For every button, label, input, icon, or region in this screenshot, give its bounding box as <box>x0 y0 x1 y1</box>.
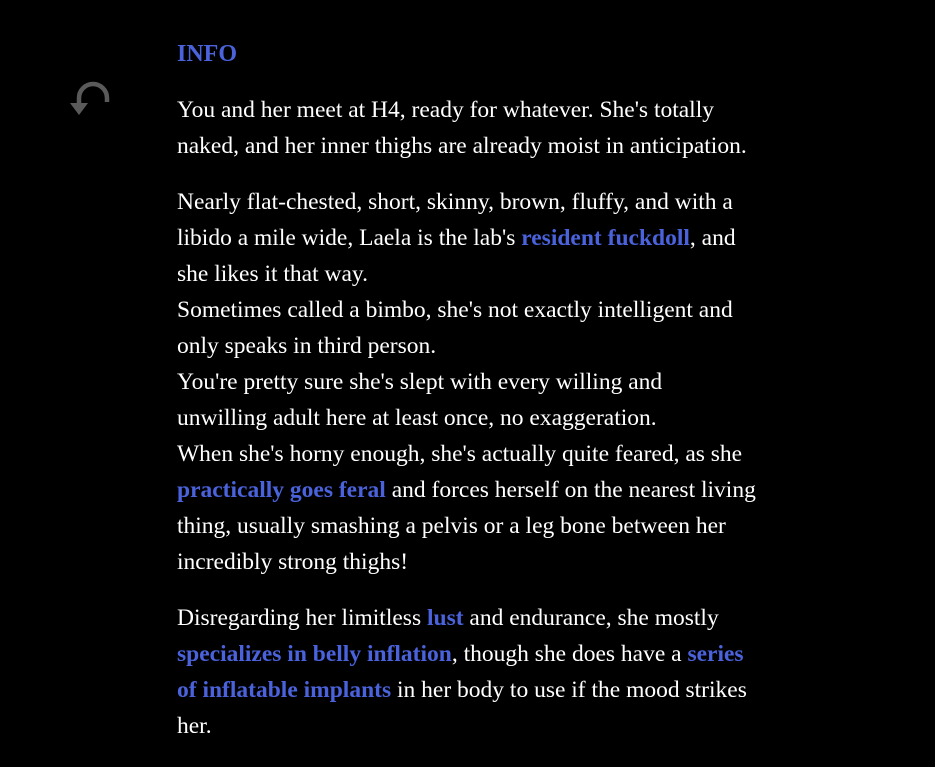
back-button[interactable] <box>68 76 118 120</box>
practically-goes-feral-link[interactable]: practically goes feral <box>177 477 386 503</box>
inflatable-implants-link[interactable]: series of inflatable implants <box>177 641 744 703</box>
info-heading: INFO <box>177 41 237 67</box>
specialty-text: and endurance, she mostly <box>463 605 719 631</box>
intro-paragraph: You and her meet at H4, ready for whatever. She's totally naked, and her inner thighs are already moist in anticipation. <box>177 97 747 159</box>
specialty-text: Disregarding her limitless <box>177 605 427 631</box>
description-text: , and she likes it that way. <box>177 225 736 287</box>
specialty-text: in her body to use if the mood strikes her. <box>177 677 747 739</box>
description-text: and forces herself on the nearest living thing, usually smashing a pelvis or a leg bone between her incredibly strong thighs! <box>177 477 756 575</box>
description-text: Nearly flat-chested, short, skinny, brown, fluffy, and with a libido a mile wide, Laela is the lab's <box>177 189 733 251</box>
description-paragraph <box>177 184 757 580</box>
description-text: Sometimes called a bimbo, she's not exactly intelligent and only speaks in third person. <box>177 297 733 359</box>
undo-arrow-icon <box>68 76 118 120</box>
belly-inflation-link[interactable]: specializes in belly inflation <box>177 641 452 667</box>
description-text: When she's horny enough, she's actually quite feared, as she <box>177 441 743 467</box>
lust-link[interactable]: lust <box>426 605 464 631</box>
description-text: You're pretty sure she's slept with every willing and unwilling adult here at least once, no exaggeration. <box>177 369 663 431</box>
specialty-paragraph <box>177 600 757 744</box>
info-panel <box>177 36 757 764</box>
specialty-text: , though she does have a <box>451 641 688 667</box>
resident-fuckdoll-link[interactable]: resident fuckdoll <box>521 225 690 251</box>
